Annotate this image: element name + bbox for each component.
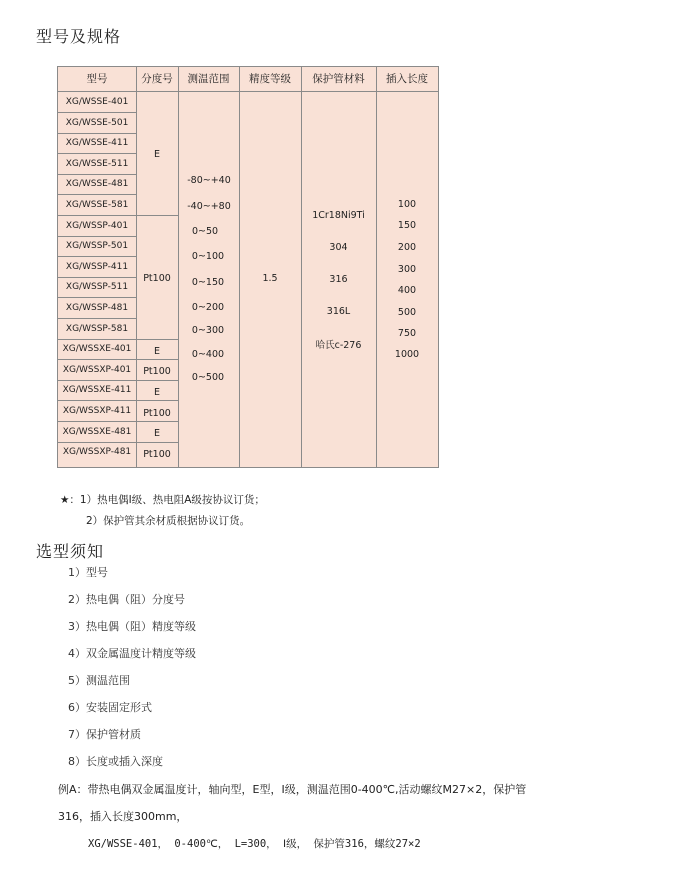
division-cell: Pt100 bbox=[143, 408, 171, 419]
model-cell: XG/WSSE-481 bbox=[65, 179, 129, 190]
header-accuracy: 精度等级 bbox=[249, 73, 291, 85]
range-value: -40~+80 bbox=[187, 201, 231, 212]
accuracy-value: 1.5 bbox=[262, 273, 278, 284]
length-value: 100 bbox=[397, 199, 417, 210]
selection-item: 2）热电偶（阻）分度号 bbox=[68, 593, 185, 606]
header-division: 分度号 bbox=[141, 73, 173, 85]
spec-table bbox=[57, 66, 439, 468]
range-value: 0~150 bbox=[191, 277, 225, 288]
division-pt100-group: Pt100 bbox=[143, 273, 171, 284]
model-cell: XG/WSSXE-401 bbox=[62, 344, 132, 355]
model-cell: XG/WSSP-481 bbox=[65, 303, 129, 313]
model-cell: XG/WSSP-501 bbox=[65, 241, 129, 252]
model-cell: XG/WSSP-511 bbox=[65, 282, 129, 293]
length-value: 500 bbox=[397, 307, 417, 318]
section-title-selection: 选型须知 bbox=[36, 542, 105, 561]
range-value: 0~300 bbox=[191, 325, 225, 336]
division-cell: Pt100 bbox=[143, 449, 171, 460]
range-value: 0~50 bbox=[191, 226, 219, 237]
model-cell: XG/WSSE-511 bbox=[65, 158, 129, 169]
division-cell: E bbox=[153, 428, 160, 439]
model-cell: XG/WSSXP-481 bbox=[62, 447, 132, 458]
table-divider bbox=[178, 67, 179, 467]
section-title-model-spec: 型号及规格 bbox=[36, 27, 122, 46]
length-value: 1000 bbox=[394, 349, 420, 360]
selection-item: 1）型号 bbox=[68, 566, 108, 579]
range-value: 0~500 bbox=[191, 372, 225, 383]
selection-item: 3）热电偶（阻）精度等级 bbox=[68, 620, 196, 633]
model-cell: XG/WSSE-401 bbox=[65, 97, 129, 107]
division-cell: E bbox=[153, 387, 160, 398]
length-value: 150 bbox=[397, 220, 417, 231]
example-line-1: 例A：带热电偶双金属温度计，轴向型，E型，Ⅰ级，测温范围0-400℃,活动螺纹M27×2，保护管 bbox=[58, 783, 527, 796]
material-value: 316L bbox=[326, 306, 351, 317]
length-value: 750 bbox=[397, 328, 417, 339]
table-divider bbox=[301, 67, 302, 467]
model-cell: XG/WSSE-501 bbox=[65, 117, 129, 128]
model-cell: XG/WSSE-581 bbox=[65, 200, 129, 210]
header-range: 测温范围 bbox=[187, 73, 230, 85]
division-cell: Pt100 bbox=[143, 366, 171, 377]
division-cell: E bbox=[153, 346, 160, 357]
model-cell: XG/WSSXP-411 bbox=[62, 406, 132, 416]
model-cell: XG/WSSP-581 bbox=[65, 323, 129, 334]
model-cell: XG/WSSXE-411 bbox=[62, 385, 132, 396]
range-value: 0~100 bbox=[191, 251, 225, 262]
note-line-1: ★：1）热电偶Ⅰ级、热电阻A级按协议订货； bbox=[60, 494, 265, 506]
selection-item: 8）长度或插入深度 bbox=[68, 755, 163, 768]
length-value: 200 bbox=[397, 242, 417, 253]
material-value: 316 bbox=[329, 274, 348, 285]
selection-item: 4）双金属温度计精度等级 bbox=[68, 647, 196, 660]
example-line-2: 316，插入长度300mm， bbox=[58, 810, 188, 823]
model-cell: XG/WSSXE-481 bbox=[62, 426, 132, 437]
material-value: 哈氏c-276 bbox=[315, 340, 362, 351]
range-value: 0~200 bbox=[191, 302, 225, 313]
length-value: 400 bbox=[397, 285, 417, 296]
length-value: 300 bbox=[397, 264, 417, 275]
range-value: 0~400 bbox=[191, 349, 225, 360]
selection-item: 6）安装固定形式 bbox=[68, 701, 152, 714]
selection-item: 5）测温范围 bbox=[68, 674, 130, 687]
material-value: 1Cr18Ni9Ti bbox=[312, 210, 365, 221]
example-line-3: XG/WSSE-401， 0-400℃， L=300， Ⅰ级， 保护管316，螺纹27×2 bbox=[88, 838, 421, 850]
model-cell: XG/WSSP-411 bbox=[65, 261, 129, 272]
selection-item: 7）保护管材质 bbox=[68, 728, 141, 741]
model-cell: XG/WSSP-401 bbox=[65, 220, 129, 231]
table-divider bbox=[136, 67, 137, 467]
header-length: 插入长度 bbox=[386, 73, 428, 85]
material-value: 304 bbox=[329, 242, 348, 253]
note-line-2: 2）保护管其余材质根据协议订货。 bbox=[86, 515, 251, 527]
range-value: -80~+40 bbox=[187, 175, 231, 186]
table-divider bbox=[239, 67, 240, 467]
header-material: 保护管材料 bbox=[312, 73, 365, 85]
model-cell: XG/WSSXP-401 bbox=[62, 364, 132, 375]
model-cell: XG/WSSE-411 bbox=[65, 138, 129, 149]
header-model: 型号 bbox=[86, 73, 108, 85]
division-e-group: E bbox=[153, 149, 160, 160]
